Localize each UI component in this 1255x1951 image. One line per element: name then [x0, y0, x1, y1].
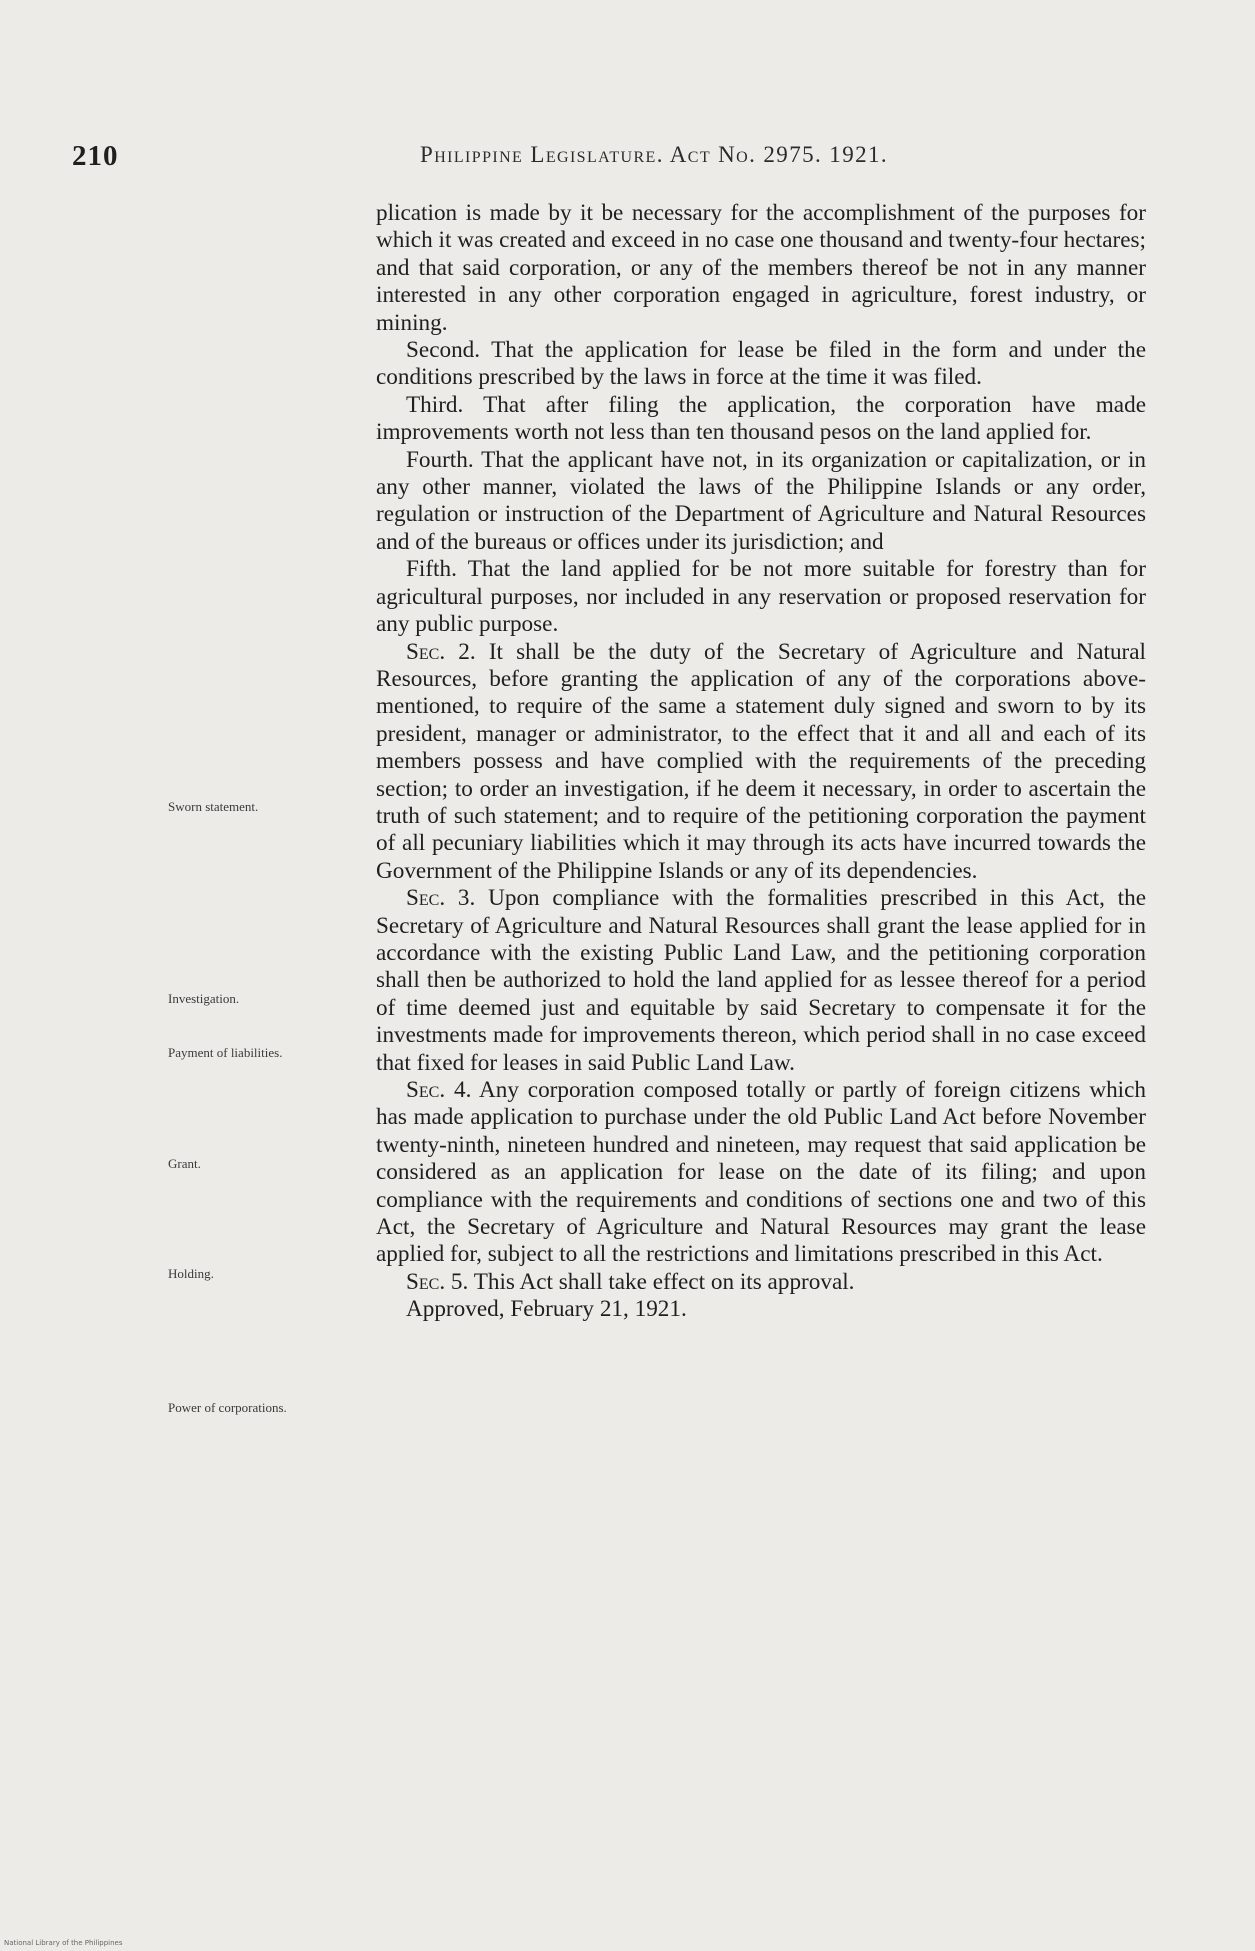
footer-credit: National Library of the Philippines	[4, 1939, 123, 1947]
section-5	[376, 1269, 1146, 1296]
section-text: It shall be the duty of the Secretary of Agriculture and Natural Resources, before granting the application of any of the corporations above-mentioned, to require of the same a statement duly signed and sworn to by its president, manager or administrator, to the effect that it and all and each of its members possess and have complied with the requirements of the preceding section; to order an investigation, if he deem it necessary, in order to ascertain the truth of such statement; and to require of the petitioning corporation the payment of all pecuniary liabilities which it may through its acts have incurred towards the Government of the Philippine Islands or any of its dependencies.	[376, 638, 1146, 884]
body-text	[376, 200, 1146, 1324]
paragraph-second: Second. That the application for lease be filed in the form and under the conditions prescribed by the laws in force at the time it was filed.	[376, 337, 1146, 391]
margin-note-holding: Holding.	[168, 1266, 214, 1281]
section-label: Sec. 4.	[406, 1077, 472, 1103]
section-3	[376, 885, 1146, 1077]
paragraph-fifth: Fifth. That the land applied for be not more suitable for forestry than for agricultural purposes, nor included in any reservation or proposed reservation for any public purpose.	[376, 556, 1146, 638]
running-header: Philippine Legislature. Act No. 2975. 1921.	[420, 142, 889, 167]
margin-note-sworn-statement: Sworn statement.	[168, 799, 259, 814]
section-label: Sec. 2.	[406, 638, 476, 665]
margin-note-payment: Payment of liabilities.	[168, 1045, 283, 1060]
paragraph-fourth: Fourth. That the applicant have not, in its organization or capitalization, or in any other manner, violated the laws of the Philippine Islands or any order, regulation or instruction of the Department of Agriculture and Natural Resources and of the bureaus or offices under its jurisdiction; and	[376, 446, 1146, 555]
section-text: Upon compliance with the formalities prescribed in this Act, the Secretary of Agriculture and Natural Resources shall grant the lease applied for in accordance with the existing Public Land Law, and the petitioning corporation shall then be authorized to hold the land applied for as lessee thereof for a period of time deemed just and equitable by said Secretary to compensate it for the investments made for improvements thereon, which period shall in no case exceed that fixed for leases in said Public Land Law.	[376, 885, 1147, 1076]
section-2	[376, 639, 1146, 886]
paragraph-third: Third. That after filing the application, the corporation have made improvements worth not less than ten thousand pesos on the land applied for.	[376, 391, 1146, 446]
section-text: This Act shall take effect on its approval.	[468, 1268, 855, 1295]
paragraph-continuation: plication is made by it be necessary for the accomplishment of the purposes for which it was created and exceed in no case one thousand and twenty-four hectares; and that said corporation, or any of the members thereof be not in any manner interested in any other corporation engaged in agriculture, forest industry, or mining.	[376, 200, 1146, 336]
margin-note-power: Power of corporations.	[168, 1400, 287, 1415]
margin-note-investigation: Investigation.	[168, 991, 240, 1006]
section-label: Sec. 3.	[406, 885, 476, 912]
approval-line: Approved, February 21, 1921.	[406, 1296, 687, 1323]
section-label: Sec. 5.	[406, 1268, 469, 1295]
section-text: Any corporation composed totally or partly of foreign citizens which has made application to purchase under the old Public Land Act before November twenty-ninth, nineteen hundred and nineteen, may request that said application be considered as an application for lease on the date of its filing; and upon compliance with the requirements and conditions of sections one and two of this Act, the Secretary of Agriculture and Natural Resources may grant the lease applied for, subject to all the restrictions and limitations prescribed in this Act.	[376, 1077, 1147, 1268]
margin-note-grant: Grant.	[168, 1156, 201, 1171]
page-number: 210	[72, 140, 119, 172]
section-4	[376, 1077, 1146, 1269]
